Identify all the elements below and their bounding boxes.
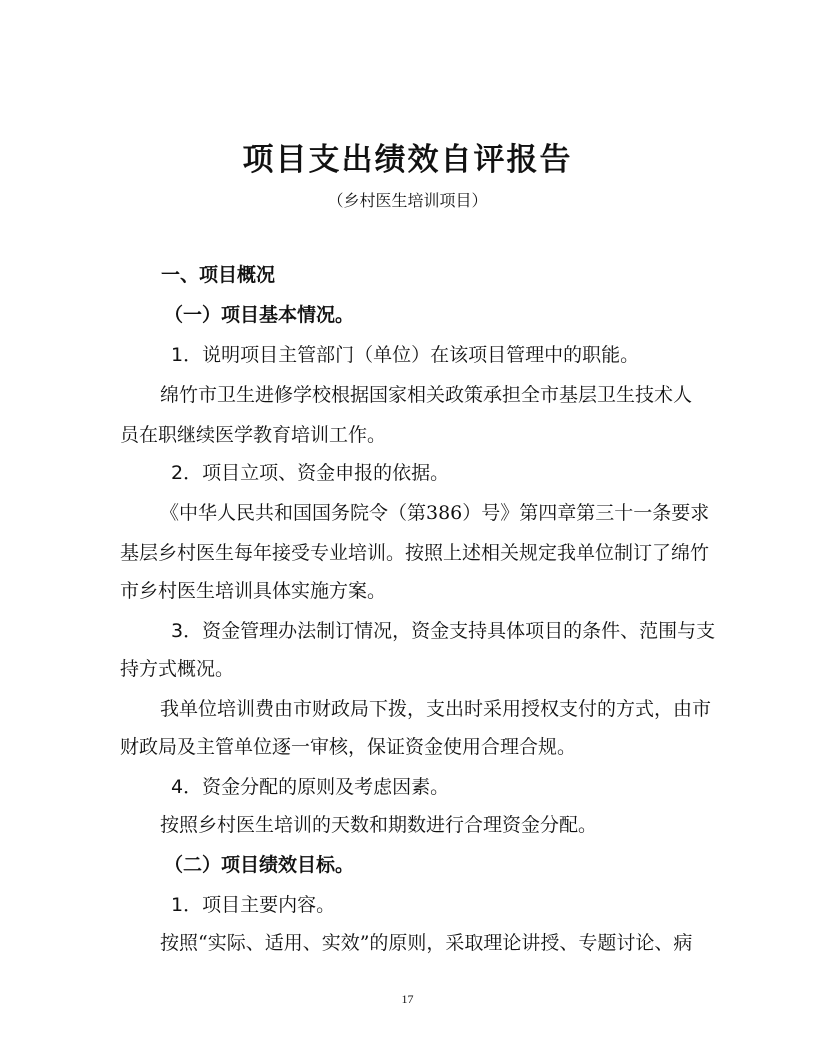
paragraph-line: 市乡村医生培训具体实施方案。 [120,580,387,602]
subsection-heading-basic-info: （一）项目基本情况。 [164,304,355,326]
paragraph-line: 员在职继续医学教育培训工作。 [120,424,387,446]
paragraph-line: 按照乡村医生培训的天数和期数进行合理资金分配。 [160,814,598,836]
paragraph-line: 基层乡村医生每年接受专业培训。按照上述相关规定我单位制订了绵竹 [120,542,710,564]
item-heading-1: 1．说明项目主管部门（单位）在该项目管理中的职能。 [171,344,640,366]
item-heading-5: 1．项目主要内容。 [171,894,336,916]
item-heading-3: 3．资金管理办法制订情况，资金支持具体项目的条件、范围与支 [171,620,716,642]
section-heading-overview: 一、项目概况 [161,264,276,286]
item-heading-4: 4．资金分配的原则及考虑因素。 [171,776,450,798]
item-heading-2: 2．项目立项、资金申报的依据。 [171,462,450,484]
subsection-heading-goals: （二）项目绩效目标。 [164,854,355,876]
page-subtitle: （乡村医生培训项目） [327,191,488,210]
page-number: 17 [401,992,414,1006]
paragraph-line: 按照“实际、适用、实效”的原则，采取理论讲授、专题讨论、病 [160,932,693,954]
paragraph-line: 绵竹市卫生进修学校根据国家相关政策承担全市基层卫生技术人 [160,384,693,406]
page-title: 项目支出绩效自评报告 [242,142,573,178]
paragraph-line: 财政局及主管单位逐一审核，保证资金使用合理合规。 [120,736,577,758]
paragraph-line: 我单位培训费由市财政局下拨，支出时采用授权支付的方式，由市 [160,698,712,720]
item-heading-3-cont: 持方式概况。 [120,658,235,680]
paragraph-line: 《中华人民共和国国务院令（第386）号》第四章第三十一条要求 [160,502,710,524]
